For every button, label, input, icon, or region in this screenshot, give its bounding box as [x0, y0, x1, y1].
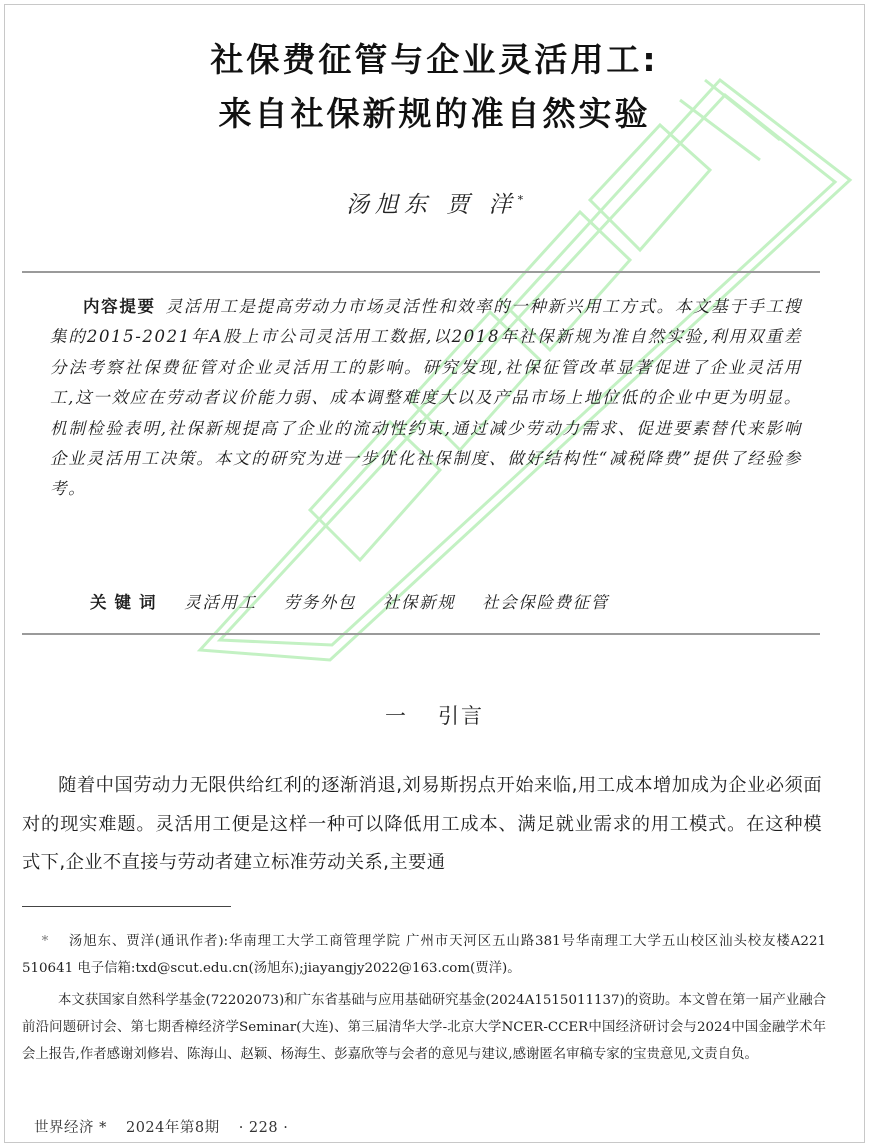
paper-title-line-1: 社保费征管与企业灵活用工: [210, 40, 659, 79]
body-paragraph-text: 随着中国劳动力无限供给红利的逐渐消退,刘易斯拐点开始来临,用工成本增加成为企业必须面对的现实难题。灵活用工便是这样一种可以降低用工成本、满足就业需求的用工模式。在这种模式下,企业不直接与劳动者建立标准劳动关系,主要通 [22, 775, 822, 873]
abstract-text: 灵活用工是提高劳动力市场灵活性和效率的一种新兴用工方式。本文基于手工搜集的2015-2021年A股上市公司灵活用工数据,以2018年社保新规为准自然实验,利用双重差分法考察社保费征管对企业灵活用工的影响。研究发现,社保征管改革显著促进了企业灵活用工,这一效应在劳动者议价能力弱、成本调整难度大以及产品市场上地位低的企业中更为明显。机制检验表明,社保新规提高了企业的流动性约束,通过减少劳动力需求、促进要素替代来影响企业灵活用工决策。本文的研究为进一步优化社保制度、做好结构性“减税降费”提供了经验参考。 [50, 297, 803, 499]
keyword-item: 社会保险费征管 [482, 593, 609, 612]
section-title: 引言 [438, 704, 484, 728]
footnote-funding-text: 本文获国家自然科学基金(72202073)和广东省基础与应用基础研究基金(2024A1515011137)的资助。本文曾在第一届产业融合前沿问题研讨会、第七期香樟经济学Seminar(大连)、第三届清华大学-北京大学NCER-CCER中国经济研讨会与2024中国金融学术年会上报告,作者感谢刘修岩、陈海山、赵颖、杨海生、彭嘉欣等与会者的意见与建议,感谢匿名审稿专家的宝贵意见,文责自负。 [22, 993, 826, 1063]
body-paragraph [22, 767, 822, 883]
journal-name: 世界经济 * [34, 1120, 107, 1136]
journal-issue: 2024年第8期 [125, 1120, 220, 1136]
abstract-block [50, 292, 802, 505]
section-number: 一 [385, 704, 408, 728]
author-footnote-mark: * [517, 193, 524, 207]
footnote-rule [22, 906, 231, 907]
abstract-label: 内容提要 [83, 297, 156, 316]
keyword-item: 劳务外包 [283, 593, 357, 612]
keyword-item: 社保新规 [382, 593, 456, 612]
keywords-label: 关键词 [90, 593, 164, 612]
footnote-author-info [22, 928, 826, 982]
abstract-top-rule [22, 271, 820, 273]
page-number: · 228 · [238, 1120, 289, 1136]
paper-title-line-2: 来自社保新规的准自然实验 [218, 94, 651, 133]
page-footer [34, 1116, 302, 1137]
footnote-funding [22, 987, 826, 1069]
footnote-mark: * [41, 934, 49, 949]
author-names: 汤旭东 贾 洋 [345, 192, 518, 218]
keyword-item: 灵活用工 [184, 593, 257, 612]
keywords-line [90, 589, 629, 613]
section-heading [0, 700, 869, 730]
author-list [0, 186, 869, 219]
abstract-bottom-rule [22, 633, 820, 635]
footnote-author-text: 汤旭东、贾洋(通讯作者):华南理工大学工商管理学院 广州市天河区五山路381号华南理工大学五山校区汕头校友楼A221 510641 电子信箱:txd@scut.edu.cn(汤旭东);jiayangjy2022@163.com(贾洋)。 [22, 934, 826, 977]
